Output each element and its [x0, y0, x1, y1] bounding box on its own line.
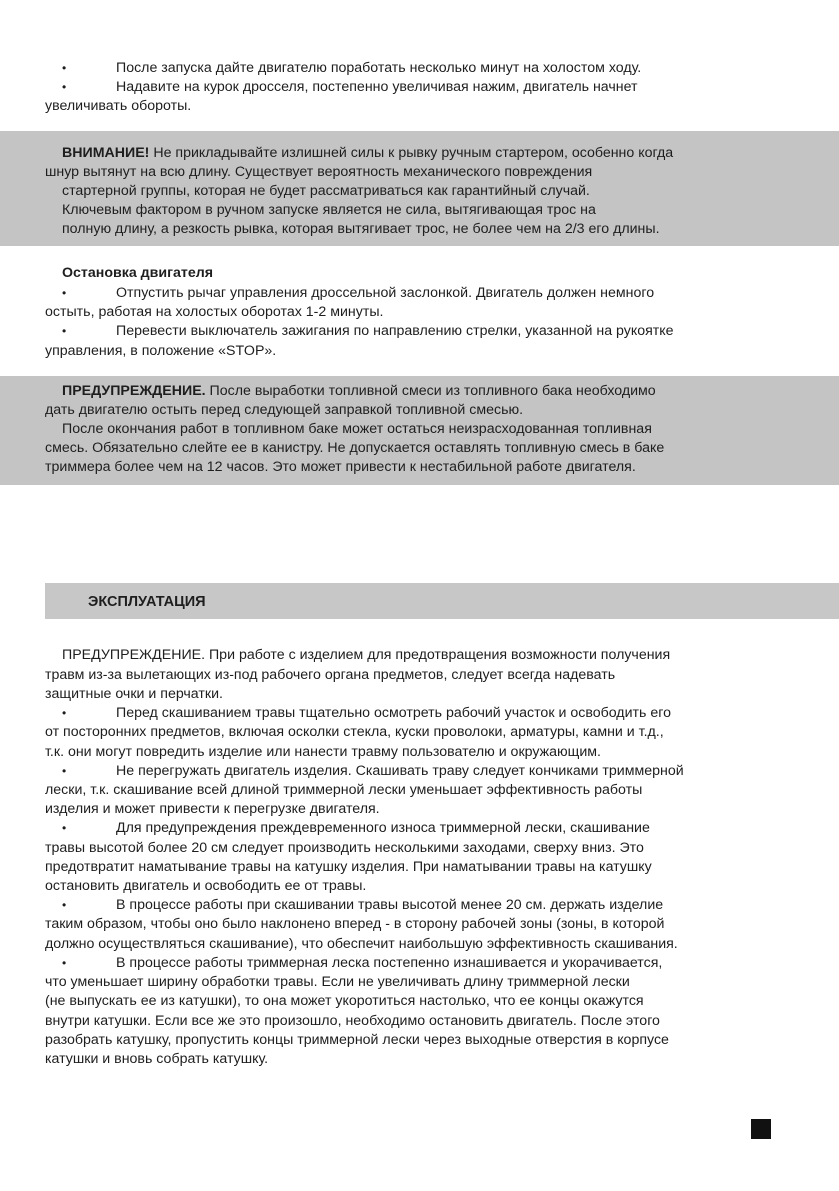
- warning-starter-line-3: стартерной группы, которая не будет рассматриваться как гарантийный случай.: [62, 183, 590, 199]
- operation-p5-6: катушки и вновь собрать катушку.: [45, 1051, 269, 1067]
- operation-p5-5: разобрать катушку, пропустить концы триммерной лески через выходные отверстия в корпусе: [45, 1032, 669, 1048]
- bullet-icon: •: [62, 61, 67, 75]
- operation-p3-1: Для предупреждения преждевременного износа триммерной лески, скашивание: [116, 820, 650, 836]
- bullet-icon: •: [62, 956, 67, 970]
- warning-starter-line-2: шнур вытянут на всю длину. Существует вероятность механического повреждения: [45, 164, 593, 180]
- start-step-2: Надавите на курок дросселя, постепенно увеличивая нажим, двигатель начнет: [116, 79, 638, 95]
- operation-intro-3: защитные очки и перчатки.: [45, 686, 223, 702]
- bullet-icon: •: [62, 706, 67, 720]
- operation-p1-1: Перед скашиванием травы тщательно осмотреть рабочий участок и освободить его: [116, 705, 671, 721]
- operation-p3-2: травы высотой более 20 см следует производить несколькими заходами, сверху вниз. Это: [45, 840, 644, 856]
- warning-starter-line-5: полную длину, а резкость рывка, которая вытягивает трос, не более чем на 2/3 его длины.: [62, 221, 660, 237]
- warning-label: ВНИМАНИЕ!: [62, 145, 150, 161]
- warning-fuel-line-4: смесь. Обязательно слейте ее в канистру. Не допускается оставлять топливную смесь в баке: [45, 440, 665, 456]
- warning-fuel-line-3: После окончания работ в топливном баке может остаться неизрасходованная топливная: [62, 421, 652, 437]
- operation-p5-3: (не выпускать ее из катушки), то она может укоротиться настолько, что ее концы окажутся: [45, 993, 644, 1009]
- bullet-icon: •: [62, 821, 67, 835]
- operation-p1-2: от посторонних предметов, включая осколки стекла, куски проволоки, арматуры, камни и т.д.,: [45, 724, 664, 740]
- warning-fuel-line-5: триммера более чем на 12 часов. Это может привести к нестабильной работе двигателя.: [45, 459, 636, 475]
- warning-starter-line-1: ВНИМАНИЕ! Не прикладывайте излишней силы к рывку ручным стартером, особенно когда: [62, 145, 674, 161]
- stop-step-1-cont: остыть, работая на холостых оборотах 1-2 минуты.: [45, 304, 384, 320]
- bullet-icon: •: [62, 764, 67, 778]
- operation-p5-2: что уменьшает ширину обработки травы. Если не увеличивать длину триммерной лески: [45, 974, 630, 990]
- warning-starter-line-4: Ключевым фактором в ручном запуске является не сила, вытягивающая трос на: [62, 202, 596, 218]
- stop-step-1: Отпустить рычаг управления дроссельной заслонкой. Двигатель должен немного: [116, 285, 655, 301]
- stop-step-2-cont: управления, в положение «STOP».: [45, 343, 277, 359]
- operation-p2-2: лески, т.к. скашивание всей длиной триммерной лески уменьшает эффективность работы: [45, 782, 643, 798]
- start-step-2-cont: увеличивать обороты.: [45, 98, 192, 114]
- section-title: ЭКСПЛУАТАЦИЯ: [88, 594, 206, 610]
- warning-fuel-line-2: дать двигателю остыть перед следующей заправкой топливной смесью.: [45, 402, 524, 418]
- operation-intro-1: ПРЕДУПРЕЖДЕНИЕ. При работе с изделием для предотвращения возможности получения: [62, 647, 671, 663]
- operation-intro-2: травм из-за вылетающих из-под рабочего органа предметов, следует всегда надевать: [45, 667, 616, 683]
- operation-p2-3: изделия и может привести к перегрузке двигателя.: [45, 801, 380, 817]
- warning-fuel-line-1: ПРЕДУПРЕЖДЕНИЕ. После выработки топливной смеси из топливного бака необходимо: [62, 383, 656, 399]
- bullet-icon: •: [62, 286, 67, 300]
- warning-label: ПРЕДУПРЕЖДЕНИЕ.: [62, 383, 206, 399]
- operation-p4-1: В процессе работы при скашивании травы высотой менее 20 см. держать изделие: [116, 897, 664, 913]
- operation-p4-2: таким образом, чтобы оно было наклонено вперед - в сторону рабочей зоны (зоны, в которой: [45, 916, 665, 932]
- operation-p2-1: Не перегружать двигатель изделия. Скашивать траву следует кончиками триммерной: [116, 763, 684, 779]
- bullet-icon: •: [62, 898, 67, 912]
- page-marker-square: [751, 1119, 771, 1139]
- operation-p1-3: т.к. они могут повредить изделие или нанести травму пользователю и окружающим.: [45, 744, 601, 760]
- bullet-icon: •: [62, 324, 67, 338]
- stop-heading: Остановка двигателя: [62, 265, 214, 281]
- operation-p3-3: предотвратит наматывание травы на катушку изделия. При наматывании травы на катушку: [45, 859, 652, 875]
- stop-step-2: Перевести выключатель зажигания по направлению стрелки, указанной на рукоятке: [116, 323, 674, 339]
- bullet-icon: •: [62, 80, 67, 94]
- operation-p4-3: должно осуществляться скашивание), что обеспечит наибольшую эффективность скашивания.: [45, 936, 678, 952]
- operation-p5-1: В процессе работы триммерная леска постепенно изнашивается и укорачивается,: [116, 955, 663, 971]
- operation-p5-4: внутри катушки. Если все же это произошло, необходимо остановить двигатель. После этого: [45, 1013, 660, 1029]
- start-step-1: После запуска дайте двигателю поработать несколько минут на холостом ходу.: [116, 60, 642, 76]
- operation-p3-4: остановить двигатель и освободить ее от травы.: [45, 878, 367, 894]
